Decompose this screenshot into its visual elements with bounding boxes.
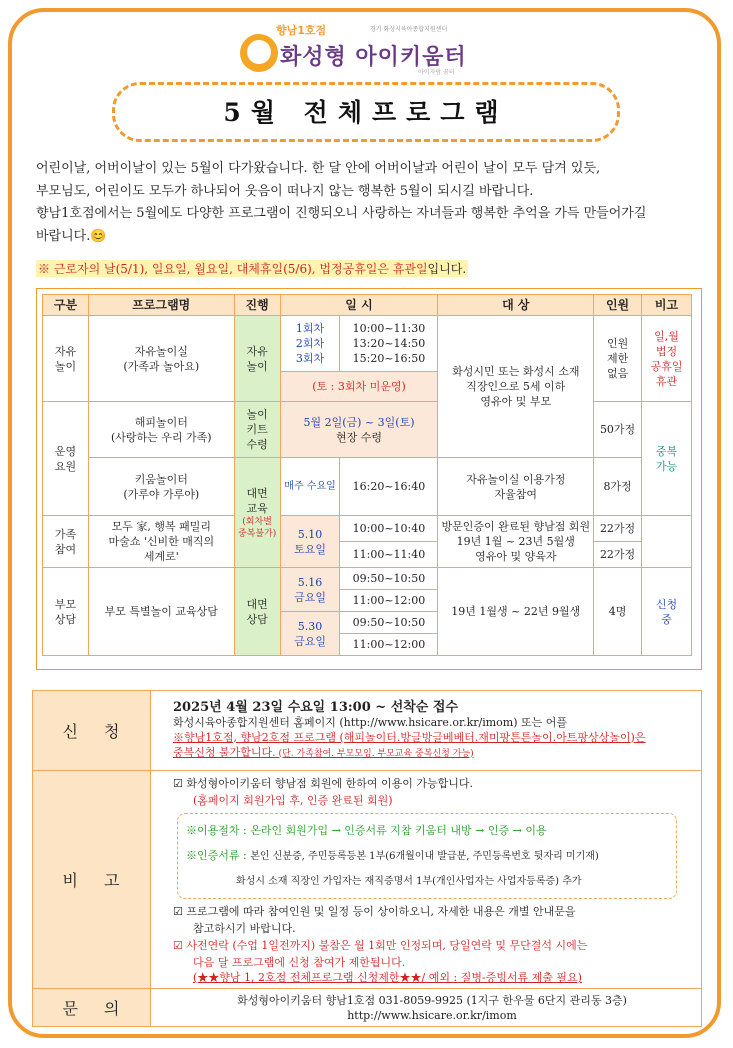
family-time: 11:00~11:40	[340, 542, 438, 568]
kium-time: 16:20~16:40	[340, 458, 438, 516]
capacity-parent: 4명	[594, 568, 642, 656]
header-datetime: 일 시	[280, 295, 438, 316]
center-small-text: 경기 화성시육아종합지원센터	[370, 26, 448, 33]
program-free: 자유놀이실 (가족과 놀아요)	[88, 316, 234, 402]
family-time: 10:00~10:40	[340, 516, 438, 542]
header-remark: 비고	[642, 295, 692, 316]
closure-notice: ※ 근로자의 날(5/1), 일요일, 월요일, 대체휴일(5/6), 법정공휴일은 휴관일입니다.	[38, 262, 467, 276]
free-saturday-note: (토 : 3회차 미운영)	[280, 372, 438, 402]
center-logo	[240, 22, 510, 77]
target-free: 화성시민 또는 화성시 소재 직장인으로 5세 이하 영유아 및 부모	[438, 316, 594, 458]
remark-item: ☑ 사전연락 (수업 1일전까지) 불참은 월 1회만 인정되며, 당일연락 및 무단결석 시에는	[173, 939, 588, 952]
parent-date: 5.16 금요일	[280, 568, 340, 612]
category-family: 가족 참여	[43, 516, 89, 568]
procedure-text: ※이용절차 : 온라인 회원가입 → 인증서류 지참 키움터 내방 → 인증 → 이용	[186, 824, 547, 837]
parent-time: 09:50~10:50	[340, 568, 438, 590]
header-capacity: 인원	[594, 295, 642, 316]
apply-label: 신청	[33, 691, 151, 771]
remark-item: ☑ 화성형아이키움터 향남점 회원에 한하여 이용이 가능합니다.	[173, 777, 473, 790]
family-date: 5.10 토요일	[280, 516, 340, 568]
info-table	[32, 690, 702, 1027]
remark-parent: 신청 중	[642, 568, 692, 656]
capacity-happy: 50가정	[594, 402, 642, 458]
mode-free: 자유 놀이	[234, 316, 280, 402]
remark-family-empty	[642, 516, 692, 568]
remark-dup: 중복 가능	[642, 402, 692, 516]
mode-kit: 놀이 키트 수령	[234, 402, 280, 458]
target-family: 방문인증이 완료된 향남점 회원 19년 1월 ~ 23년 5월생 영유아 및 양육자	[438, 516, 594, 568]
header-mode: 진행	[234, 295, 280, 316]
apply-headline: 2025년 4월 23일 수요일 13:00 ~ 선착순 접수	[173, 699, 459, 715]
capacity-kium: 8가정	[594, 458, 642, 516]
program-parent: 부모 특별놀이 교육상담	[88, 568, 234, 656]
contact-info: 화성형아이키움터 향남1호점 031-8059-9925 (1지구 한우물 6단지 관리동 3층)	[237, 993, 627, 1007]
intro-line: 어린이날, 어버이날이 있는 5월이 다가왔습니다. 한 달 안에 어버이날과 어린이 날이 모두 담겨 있듯,	[36, 161, 601, 176]
remarks-label: 비고	[33, 771, 151, 989]
times-free: 10:00~11:30 13:20~14:50 15:20~16:50	[340, 316, 438, 372]
contact-url[interactable]: http://www.hsicare.or.kr/imom	[347, 1008, 517, 1022]
contact-content	[151, 989, 702, 1027]
remarks-content: ☑ 화성형아이키움터 향남점 회원에 한하여 이용이 가능합니다. (홈페이지 회원가입 후, 인증 완료된 회원) ※이용절차 : 온라인 회원가입 → 인증서류 지참 키움터 내방 → 인증 → 이용 ※인증서류 : 본인 신분증, 주민등록등본 1부(6개월이내 발급분, 주민등록번호 뒷자리 미기재) 화성시 소재 직장인 가입자는 재직증명서 1부(개인사업자는 사업자등록증) 추가 ☑ 프로그램에 따라 참여인원 및 일정 등이 상이하오니, 자세한 내용은 개별 안내문을 참고하시기 바랍니다. ☑ 사전연락 (수업 1일전까지) 불참은 월 1회만 인정되며, 당일연락 및 무단결석 시에는 다음 달 프로그램에 신청 참여가 제한됩니다. (★★향남 1, 2호점 전체프로그램 신청제한★★/ 예외 : 질병-증빙서류 제출 필요)	[151, 771, 702, 989]
program-happy: 해피놀이터 (사랑하는 우리 가족)	[88, 402, 234, 458]
target-parent: 19년 1월생 ~ 22년 9월생	[438, 568, 594, 656]
parent-time: 11:00~12:00	[340, 634, 438, 656]
category-ops: 운영 요원	[43, 402, 89, 516]
mode-face: 대면 교육 (회차별 중복불가)	[234, 458, 280, 568]
smiley-logo-icon	[240, 34, 278, 72]
center-tagline: 아이자람 꿈터	[418, 69, 455, 76]
program-kium: 키움놀이터 (가루야 가루야)	[88, 458, 234, 516]
program-table	[42, 294, 692, 656]
branch-name: 향남1호점	[276, 24, 327, 37]
intro-line: 부모님도, 어린이도 모두가 하나되어 웃음이 떠나지 않는 행복한 5월이 되시길 바랍니다.	[36, 183, 534, 199]
category-parent: 부모 상담	[43, 568, 89, 656]
kium-day: 매주 수요일	[280, 458, 340, 516]
procedure-box: ※이용절차 : 온라인 회원가입 → 인증서류 지참 키움터 내방 → 인증 → 이용 ※인증서류 : 본인 신분증, 주민등록등본 1부(6개월이내 발급분, 주민등록번호 뒷자리 미기재) 화성시 소재 직장인 가입자는 재직증명서 1부(개인사업자는 사업자등록증) 추가	[177, 813, 677, 899]
intro-line: 향남1호점에서는 5월에도 다양한 프로그램이 진행되오니 사랑하는 자녀들과 행복한 추억을 가득 만들어가길	[36, 206, 647, 221]
parent-time: 09:50~10:50	[340, 612, 438, 634]
intro-text	[36, 158, 701, 248]
apply-content: 2025년 4월 23일 수요일 13:00 ~ 선착순 접수 화성시육아종합지원센터 홈페이지 (http://www.hsicare.or.kr/imom) 또는 어플 ※향남1호점, 향남2호점 프로그램 (해피놀이터.방글방글베베터.재미팡튼튼놀이.아트팡상상놀이)은 중복신청 불가합니다. (단. 가족참여. 부모모임. 부모교육 중복신청 가능)	[151, 691, 702, 771]
sessions-free: 1회차 2회차 3회차	[280, 316, 340, 372]
apply-restriction: ※향남1호점, 향남2호점 프로그램 (해피놀이터.방글방글베베터.재미팡튼튼놀이.아트팡상상놀이)은	[173, 730, 646, 744]
program-family: 모두 家, 행복 패밀리 마술쇼 '신비한 매직의 세계로'	[88, 516, 234, 568]
capacity-family: 22가정	[594, 542, 642, 568]
mode-consult: 대면 상담	[234, 568, 280, 656]
remark-item: ☑ 프로그램에 따라 참여인원 및 일정 등이 상이하오니, 자세한 내용은 개별 안내문을	[173, 905, 576, 918]
center-name: 화성형 아이키움터	[280, 45, 467, 70]
target-kium: 자유놀이실 이용가정 자율참여	[438, 458, 594, 516]
capacity-family: 22가정	[594, 516, 642, 542]
page-title: 5월 전체프로그램	[112, 82, 620, 142]
header-target: 대 상	[438, 295, 594, 316]
parent-date: 5.30 금요일	[280, 612, 340, 656]
header-program: 프로그램명	[88, 295, 234, 316]
category-free: 자유 놀이	[43, 316, 89, 402]
remark-free: 일,월 법정 공휴일 휴관	[642, 316, 692, 402]
intro-line: 바랍니다.😊	[36, 228, 107, 244]
contact-label: 문의	[33, 989, 151, 1027]
happy-date: 5월 2일(금) ~ 3일(토) 현장 수령	[280, 402, 438, 458]
header-category: 구분	[43, 295, 89, 316]
capacity-free: 인원 제한 없음	[594, 316, 642, 402]
apply-site: 화성시육아종합지원센터 홈페이지 (http://www.hsicare.or.kr/imom) 또는 어플	[173, 715, 568, 729]
parent-time: 11:00~12:00	[340, 590, 438, 612]
